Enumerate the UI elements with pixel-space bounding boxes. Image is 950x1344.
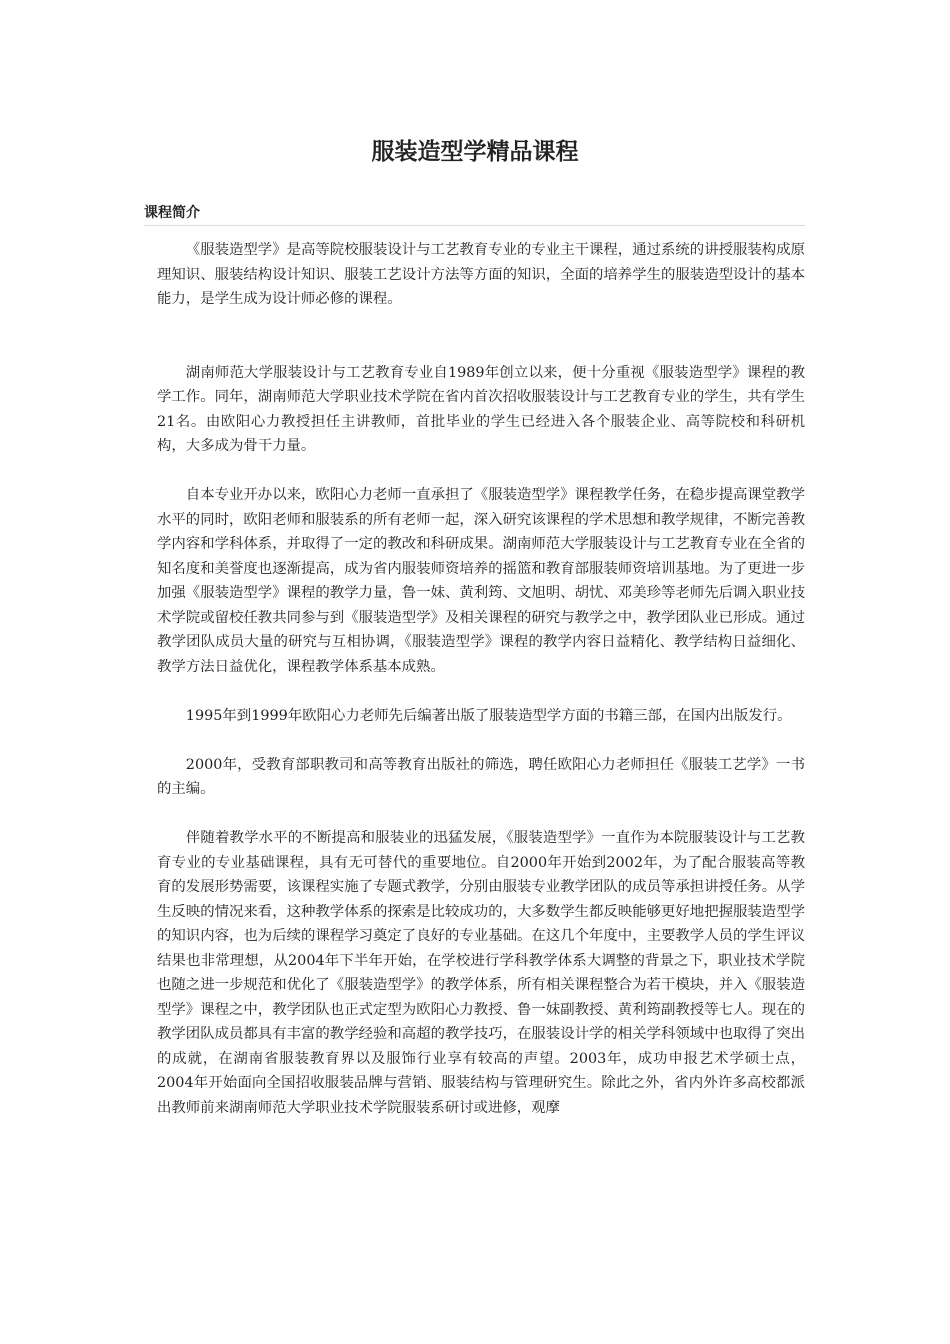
paragraph-chief-editor: 2000年，受教育部职教司和高等教育出版社的筛选，聘任欧阳心力老师担任《服装工艺学》一书的主编。 xyxy=(157,756,805,797)
paragraph-teaching-team: 自本专业开办以来，欧阳心力老师一直承担了《服装造型学》课程教学任务，在稳步提高课堂教学水平的同时，欧阳老师和服装系的所有老师一起，深入研究该课程的学术思想和教学规律，不断完善教学内容和学科体系，并取得了一定的教改和科研成果。湖南师范大学服装设计与工艺教育专业在全省的知名度和美誉度也逐渐提高，成为省内服装师资培养的摇篮和教育部服装师资培训基地。为了更进一步加强《服装造型学》课程的教学力量，鲁一妹、黄利筠、文旭明、胡忧、邓美珍等老师先后调入职业技术学院或留校任教共同参与到《服装造型学》及相关课程的研究与教学之中，教学团队业已形成。通过教学团队成员大量的研究与互相协调，《服装造型学》课程的教学内容日益精化、教学结构日益细化、教学方法日益优化，课程教学体系基本成熟。 xyxy=(157,487,805,675)
paragraph-publications: 1995年到1999年欧阳心力老师先后编著出版了服装造型学方面的书籍三部，在国内出版发行。 xyxy=(185,707,792,724)
course-intro-content xyxy=(157,238,805,1120)
paragraph-course-overview: 《服装造型学》是高等院校服装设计与工艺教育专业的专业主干课程，通过系统的讲授服装构成原理知识、服装结构设计知识、服装工艺设计方法等方面的知识，全面的培养学生的服装造型设计的基本能力，是学生成为设计师必修的课程。 xyxy=(157,242,805,307)
section-heading-course-intro: 课程简介 xyxy=(144,202,805,226)
page-title: 服装造型学精品课程 xyxy=(371,139,579,165)
paragraph-development: 伴随着教学水平的不断提高和服装业的迅猛发展，《服装造型学》一直作为本院服装设计与工艺教育专业的专业基础课程，具有无可替代的重要地位。自2000年开始到2002年，为了配合服装高等教育的发展形势需要，该课程实施了专题式教学，分别由服装专业教学团队的成员等承担讲授任务。从学生反映的情况来看，这种教学体系的探索是比较成功的，大多数学生都反映能够更好地把握服装造型学的知识内容，也为后续的课程学习奠定了良好的专业基础。在这几个年度中，主要教学人员的学生评议结果也非常理想，从2004年下半年开始，在学校进行学科教学体系大调整的背景之下，职业技术学院也随之进一步规范和优化了《服装造型学》的教学体系，所有相关课程整合为若干模块，并入《服装造型学》课程之中，教学团队也正式定型为欧阳心力教授、鲁一妹副教授、黄利筠副教授等七人。现在的教学团队成员都具有丰富的教学经验和高超的教学技巧，在服装设计学的相关学科领域中也取得了突出的成就，在湖南省服装教育界以及服饰行业享有较高的声望。2003年，成功申报艺术学硕士点，2004年开始面向全国招收服装品牌与营销、服装结构与管理研究生。除此之外，省内外许多高校都派出教师前来湖南师范大学职业技术学院服装系研讨或进修，观摩 xyxy=(157,830,805,1116)
paragraph-program-history: 湖南师范大学服装设计与工艺教育专业自1989年创立以来，便十分重视《服装造型学》课程的教学工作。同年，湖南师范大学职业技术学院在省内首次招收服装设计与工艺教育专业的学生，共有学生21名。由欧阳心力教授担任主讲教师，首批毕业的学生已经进入各个服装企业、高等院校和科研机构，大多成为骨干力量。 xyxy=(157,364,805,454)
